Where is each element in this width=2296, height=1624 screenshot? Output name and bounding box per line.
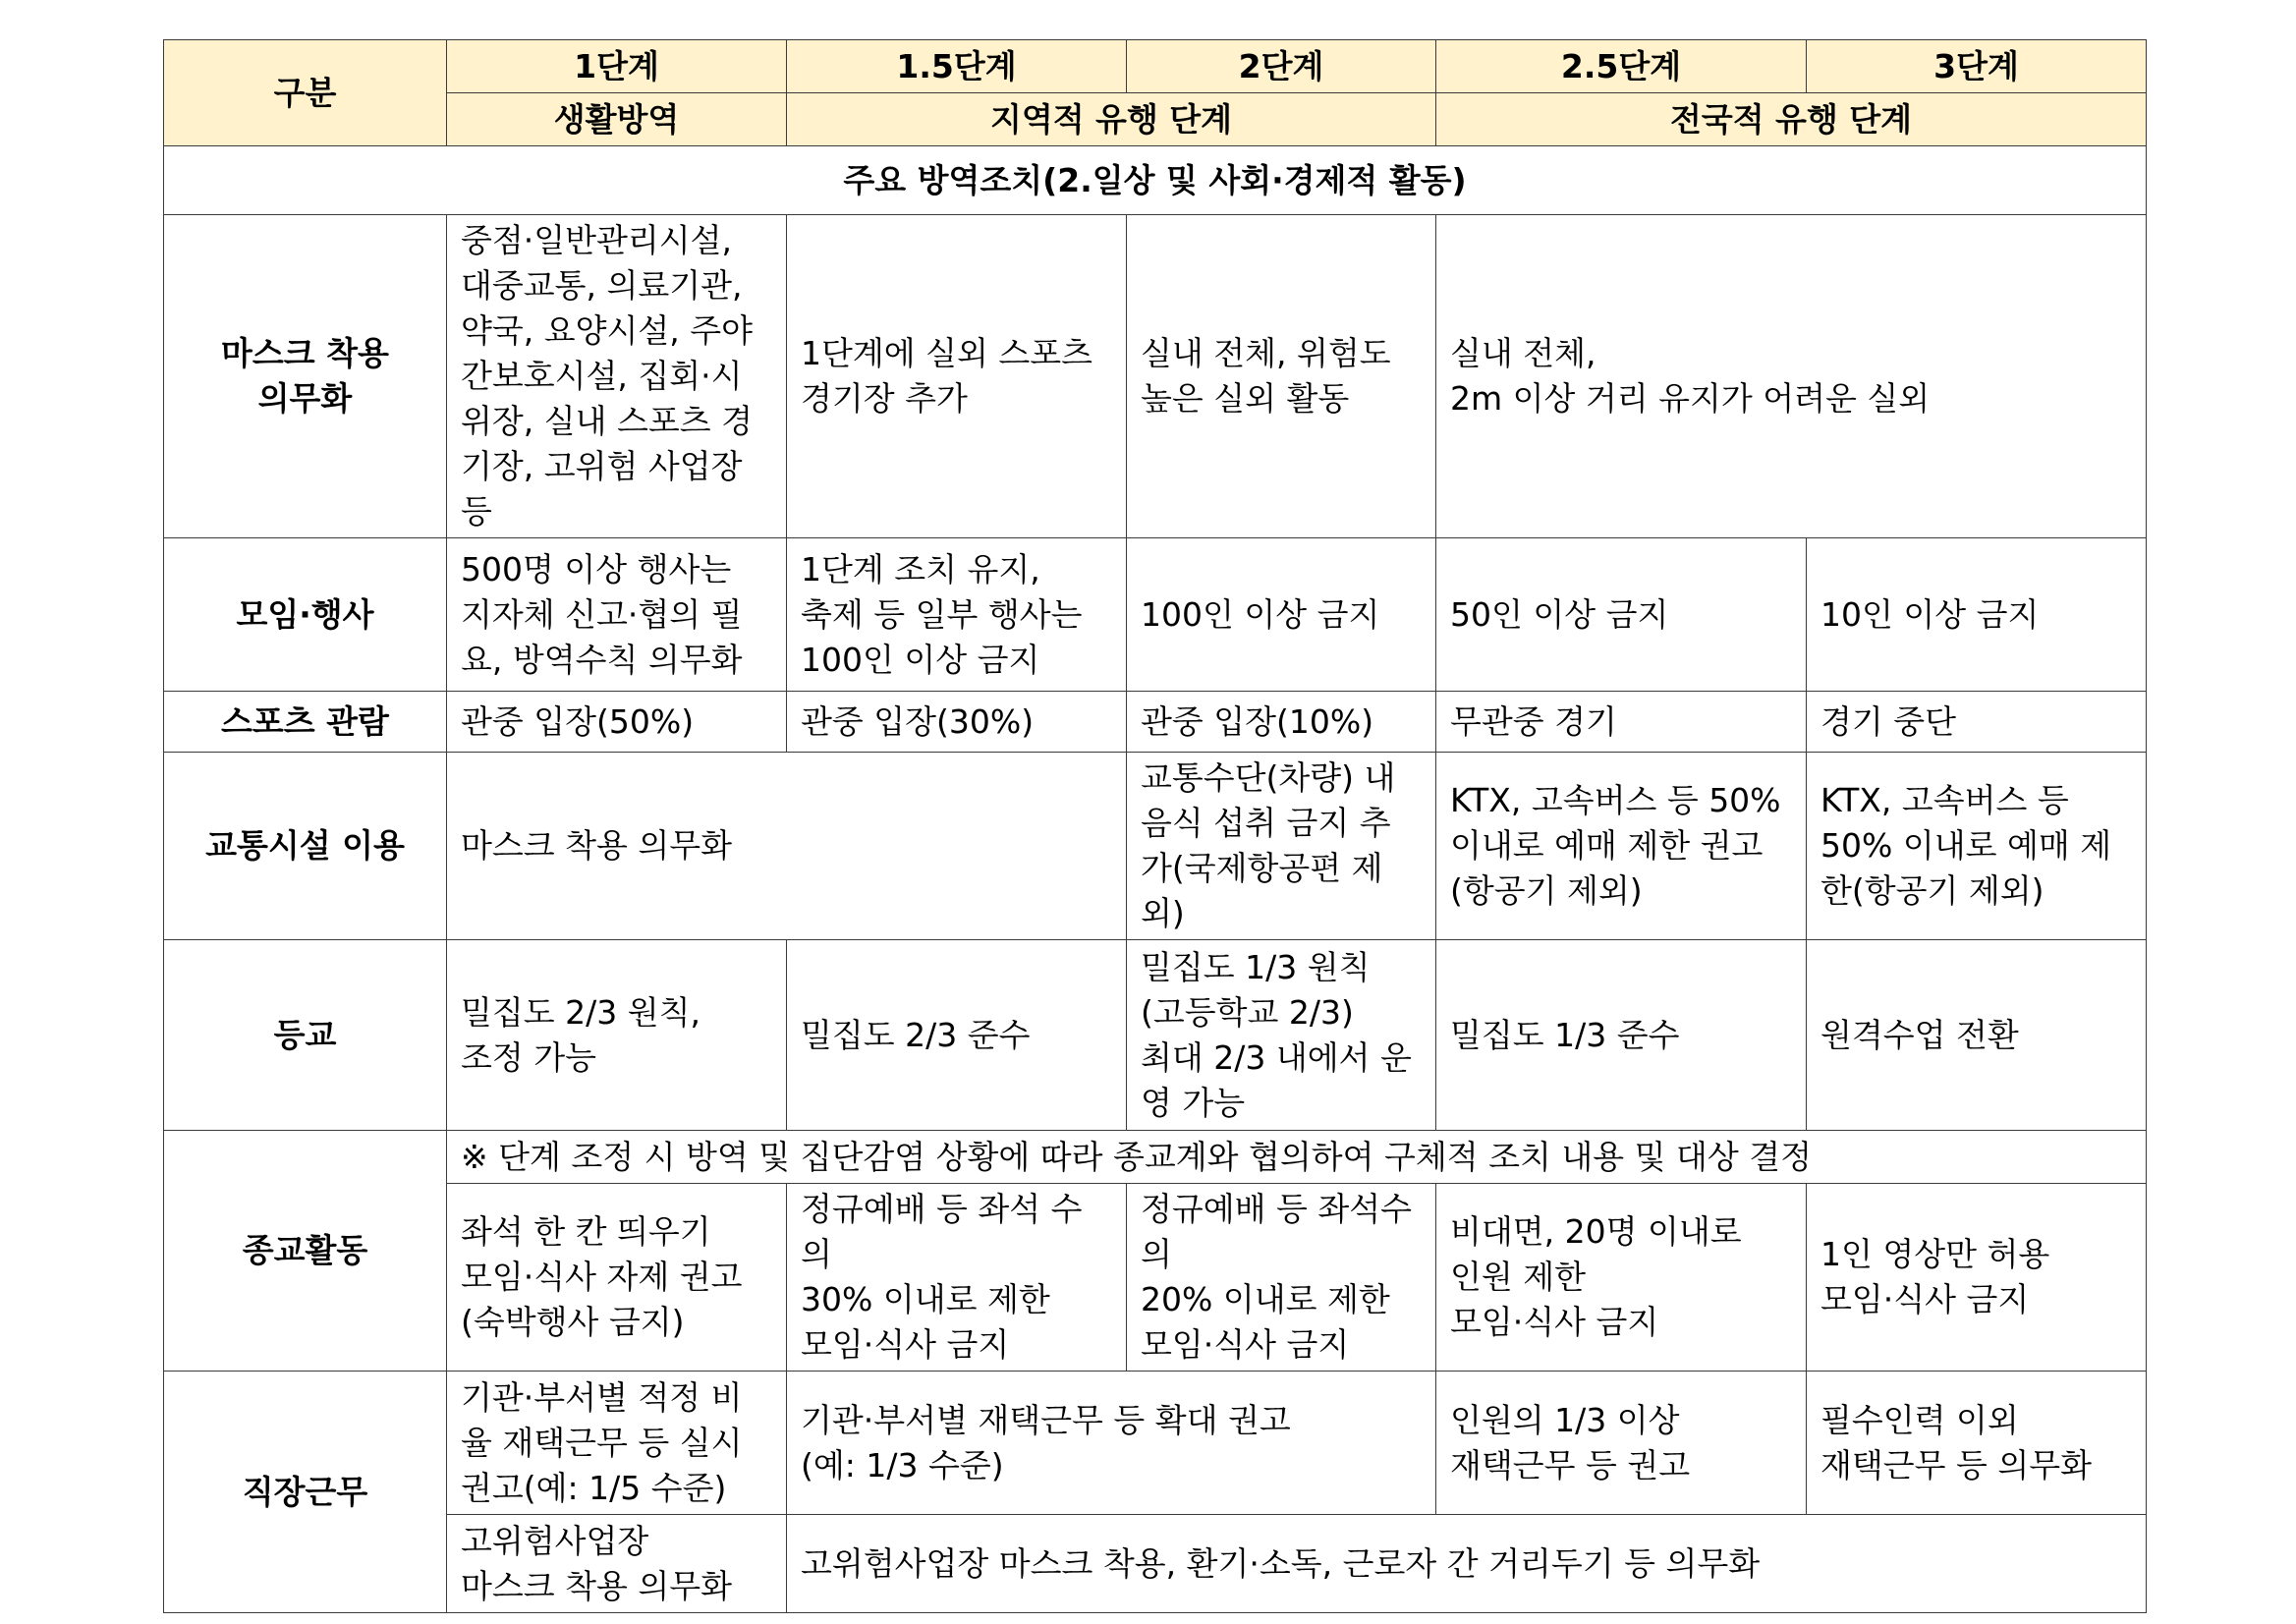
transport-stage-2: 교통수단(차량) 내 음식 섭취 금지 추가(국제항공편 제외) bbox=[1127, 753, 1436, 940]
row-label-sports: 스포츠 관람 bbox=[164, 692, 447, 753]
header-group-national: 전국적 유행 단계 bbox=[1436, 93, 2147, 146]
row-mask bbox=[164, 215, 2147, 538]
row-transport bbox=[164, 753, 2147, 940]
header-stage-3: 3단계 bbox=[1807, 40, 2147, 93]
header-stage-2: 2단계 bbox=[1127, 40, 1436, 93]
row-religion-note bbox=[164, 1131, 2147, 1184]
religion-stage-1-5: 정규예배 등 좌석 수 의 30% 이내로 제한 모임·식사 금지 bbox=[787, 1184, 1127, 1372]
mask-stage-2: 실내 전체, 위험도 높은 실외 활동 bbox=[1127, 215, 1436, 538]
section-title-row bbox=[164, 146, 2147, 215]
row-school bbox=[164, 940, 2147, 1131]
gathering-stage-3: 10인 이상 금지 bbox=[1807, 538, 2147, 692]
work-stage-1: 기관·부서별 적정 비율 재택근무 등 실시 권고(예: 1/5 수준) bbox=[447, 1372, 787, 1515]
school-stage-3: 원격수업 전환 bbox=[1807, 940, 2147, 1131]
school-stage-1-5: 밀집도 2/3 준수 bbox=[787, 940, 1127, 1131]
sports-stage-3: 경기 중단 bbox=[1807, 692, 2147, 753]
religion-stage-3: 1인 영상만 허용 모임·식사 금지 bbox=[1807, 1184, 2147, 1372]
school-stage-2-5: 밀집도 1/3 준수 bbox=[1436, 940, 1807, 1131]
gathering-stage-1: 500명 이상 행사는 지자체 신고·협의 필요, 방역수칙 의무화 bbox=[447, 538, 787, 692]
school-stage-2: 밀집도 1/3 원칙 (고등학교 2/3) 최대 2/3 내에서 운영 가능 bbox=[1127, 940, 1436, 1131]
header-row-groups bbox=[164, 93, 2147, 146]
transport-stage-2-5: KTX, 고속버스 등 50% 이내로 예매 제한 권고(항공기 제외) bbox=[1436, 753, 1807, 940]
gathering-stage-1-5: 1단계 조치 유지, 축제 등 일부 행사는 100인 이상 금지 bbox=[787, 538, 1127, 692]
mask-stage-2-5-3: 실내 전체, 2m 이상 거리 유지가 어려운 실외 bbox=[1436, 215, 2147, 538]
work-high-risk-stage-1: 고위험사업장 마스크 착용 의무화 bbox=[447, 1515, 787, 1613]
row-label-religion: 종교활동 bbox=[164, 1131, 447, 1372]
work-stage-2-5: 인원의 1/3 이상 재택근무 등 권고 bbox=[1436, 1372, 1807, 1515]
sports-stage-2-5: 무관중 경기 bbox=[1436, 692, 1807, 753]
row-work bbox=[164, 1372, 2147, 1515]
row-gathering bbox=[164, 538, 2147, 692]
header-row-stages bbox=[164, 40, 2147, 93]
header-stage-1-5: 1.5단계 bbox=[787, 40, 1127, 93]
gathering-stage-2-5: 50인 이상 금지 bbox=[1436, 538, 1807, 692]
header-group-regional: 지역적 유행 단계 bbox=[787, 93, 1436, 146]
row-work-high-risk bbox=[164, 1515, 2147, 1613]
distancing-measures-table bbox=[163, 39, 2147, 1613]
header-stage-2-5: 2.5단계 bbox=[1436, 40, 1807, 93]
work-high-risk-rest: 고위험사업장 마스크 착용, 환기·소독, 근로자 간 거리두기 등 의무화 bbox=[787, 1515, 2147, 1613]
mask-stage-1-5: 1단계에 실외 스포츠 경기장 추가 bbox=[787, 215, 1127, 538]
header-category: 구분 bbox=[164, 40, 447, 146]
row-sports bbox=[164, 692, 2147, 753]
sports-stage-1: 관중 입장(50%) bbox=[447, 692, 787, 753]
religion-stage-2: 정규예배 등 좌석수 의 20% 이내로 제한 모임·식사 금지 bbox=[1127, 1184, 1436, 1372]
row-label-mask: 마스크 착용 의무화 bbox=[164, 215, 447, 538]
sports-stage-1-5: 관중 입장(30%) bbox=[787, 692, 1127, 753]
gathering-stage-2: 100인 이상 금지 bbox=[1127, 538, 1436, 692]
work-stage-1-5-2: 기관·부서별 재택근무 등 확대 권고 (예: 1/3 수준) bbox=[787, 1372, 1436, 1515]
row-label-work: 직장근무 bbox=[164, 1372, 447, 1613]
section-title: 주요 방역조치(2.일상 및 사회·경제적 활동) bbox=[164, 146, 2147, 215]
religion-stage-1: 좌석 한 칸 띄우기 모임·식사 자제 권고 (숙박행사 금지) bbox=[447, 1184, 787, 1372]
school-stage-1: 밀집도 2/3 원칙, 조정 가능 bbox=[447, 940, 787, 1131]
religion-note: ※ 단계 조정 시 방역 및 집단감염 상황에 따라 종교계와 협의하여 구체적 조치 내용 및 대상 결정 bbox=[447, 1131, 2147, 1184]
row-label-transport: 교통시설 이용 bbox=[164, 753, 447, 940]
header-stage-1: 1단계 bbox=[447, 40, 787, 93]
row-religion bbox=[164, 1184, 2147, 1372]
transport-stage-3: KTX, 고속버스 등 50% 이내로 예매 제한(항공기 제외) bbox=[1807, 753, 2147, 940]
mask-stage-1: 중점·일반관리시설, 대중교통, 의료기관, 약국, 요양시설, 주야간보호시설, 집회·시위장, 실내 스포츠 경기장, 고위험 사업장 등 bbox=[447, 215, 787, 538]
row-label-school: 등교 bbox=[164, 940, 447, 1131]
work-stage-3: 필수인력 이외 재택근무 등 의무화 bbox=[1807, 1372, 2147, 1515]
header-group-daily: 생활방역 bbox=[447, 93, 787, 146]
row-label-gathering: 모임·행사 bbox=[164, 538, 447, 692]
transport-stage-1-1-5: 마스크 착용 의무화 bbox=[447, 753, 1127, 940]
sports-stage-2: 관중 입장(10%) bbox=[1127, 692, 1436, 753]
religion-stage-2-5: 비대면, 20명 이내로 인원 제한 모임·식사 금지 bbox=[1436, 1184, 1807, 1372]
